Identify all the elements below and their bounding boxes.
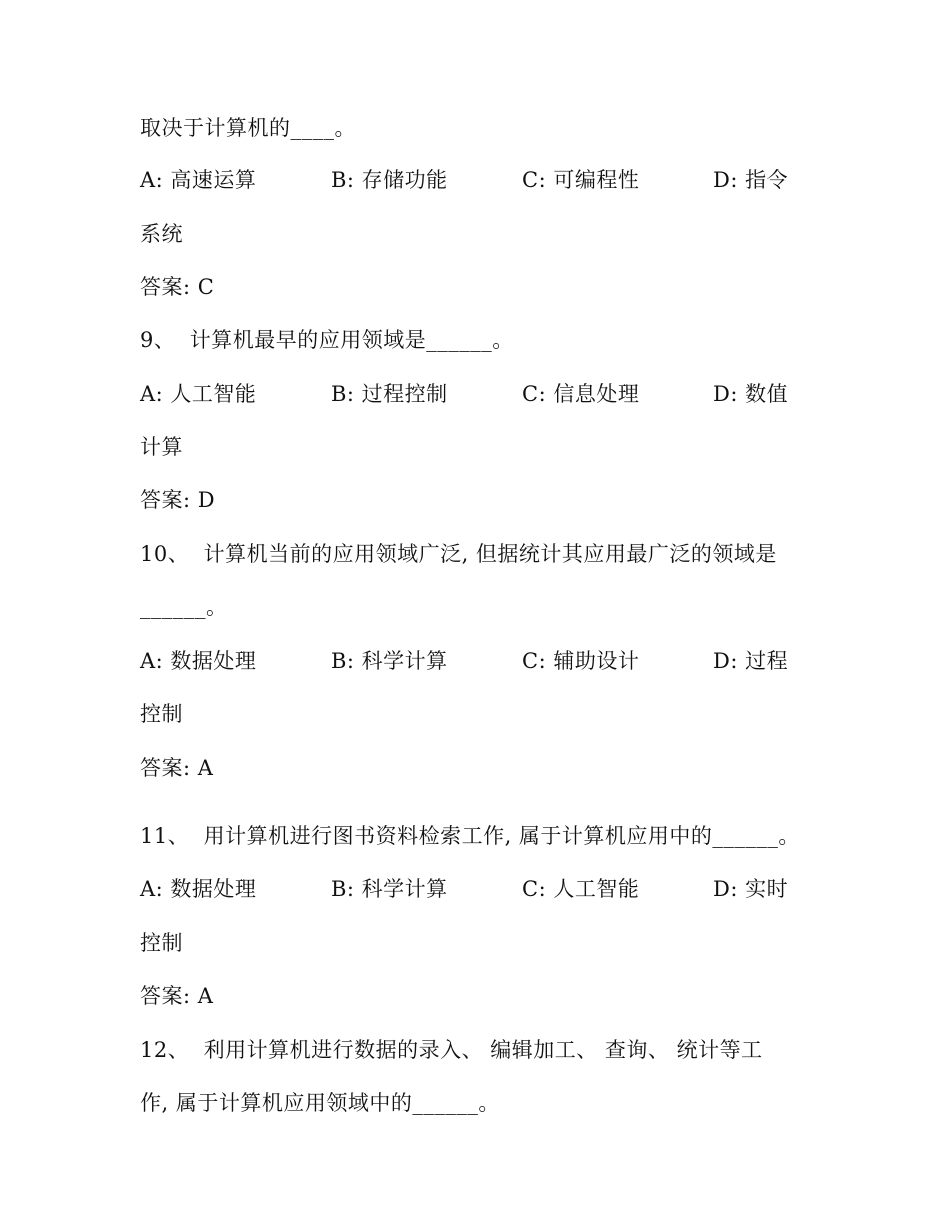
question-10-option-d: D: 过程 <box>713 649 789 673</box>
question-11-option-a: A: 数据处理 <box>140 877 257 901</box>
question-9-text: 9、 计算机最早的应用领域是______。 <box>140 328 514 352</box>
question-12-text-line1: 12、 利用计算机进行数据的录入、 编辑加工、 查询、 统计等工 <box>140 1038 763 1062</box>
question-10-option-b: B: 科学计算 <box>331 649 448 673</box>
question-12-text-line2: 作, 属于计算机应用领域中的______。 <box>140 1091 500 1115</box>
question-10-text-line1: 10、 计算机当前的应用领域广泛, 但据统计其应用最广泛的领域是 <box>140 542 777 566</box>
question-8-option-d-continued: 系统 <box>140 222 183 246</box>
question-9-answer: 答案: D <box>140 488 216 512</box>
question-8-option-b: B: 存储功能 <box>331 168 448 192</box>
question-11-text: 11、 用计算机进行图书资料检索工作, 属于计算机应用中的______。 <box>140 824 800 848</box>
question-9-option-a: A: 人工智能 <box>140 382 257 406</box>
question-8-option-c: C: 可编程性 <box>522 168 640 192</box>
question-10-option-a: A: 数据处理 <box>140 649 257 673</box>
question-11-option-d: D: 实时 <box>713 877 789 901</box>
question-8-option-a: A: 高速运算 <box>140 168 257 192</box>
question-11-answer: 答案: A <box>140 984 214 1008</box>
question-10-text-line2: ______。 <box>140 595 228 619</box>
question-11-option-d-continued: 控制 <box>140 931 183 955</box>
question-8-answer: 答案: C <box>140 275 215 299</box>
question-11-option-b: B: 科学计算 <box>331 877 448 901</box>
question-9-option-d-continued: 计算 <box>140 435 183 459</box>
question-10-answer: 答案: A <box>140 756 214 780</box>
question-9-option-d: D: 数值 <box>713 382 789 406</box>
question-10-option-d-continued: 控制 <box>140 702 183 726</box>
question-9-option-b: B: 过程控制 <box>331 382 448 406</box>
question-8-tail: 取决于计算机的____。 <box>140 116 356 140</box>
question-11-option-c: C: 人工智能 <box>522 877 640 901</box>
question-8-option-d: D: 指令 <box>713 168 789 192</box>
question-10-option-c: C: 辅助设计 <box>522 649 640 673</box>
question-9-option-c: C: 信息处理 <box>522 382 640 406</box>
